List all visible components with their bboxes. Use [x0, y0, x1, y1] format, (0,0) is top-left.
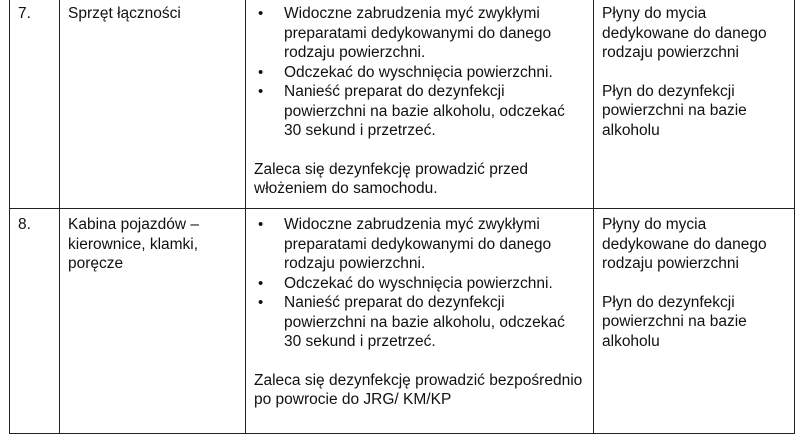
recommendation-note: Zaleca się dezynfekcję prowadzić bezpośrednio po powrocie do JRG/ KM/KP [254, 371, 583, 408]
list-item: • Odczekać do wyschnięcia powierzchni. [284, 63, 585, 83]
row-number: 8. [10, 209, 60, 434]
recommendation-note: Zaleca się dezynfekcję prowadzić przed włożeniem do samochodu. [254, 160, 528, 197]
table-row [10, 209, 795, 434]
list-item: • Nanieść preparat do dezynfekcji powierzchni na bazie alkoholu, odczekać 30 sekund i przetrzeć. [284, 293, 585, 352]
cleaning-agent: Płyny do mycia dedykowane do danego rodzaju powierzchni [602, 5, 767, 61]
procedure-cell [246, 209, 594, 434]
list-item: • Odczekać do wyschnięcia powierzchni. [284, 274, 585, 294]
disinfection-agent: Płyn do dezynfekcji powierzchni na bazie alkoholu [602, 293, 747, 350]
table-row [10, 0, 795, 209]
steps-list [254, 4, 585, 141]
list-item: • Nanieść preparat do dezynfekcji powierzchni na bazie alkoholu, odczekać 30 sekund i przetrzeć. [284, 82, 585, 141]
list-item: • Widoczne zabrudzenia myć zwykłymi preparatami dedykowanymi do danego rodzaju powierzchni. [284, 4, 585, 63]
row-number: 7. [10, 0, 60, 209]
disinfection-table [9, 0, 795, 434]
agents-cell [594, 209, 795, 434]
list-item: • Widoczne zabrudzenia myć zwykłymi preparatami dedykowanymi do danego rodzaju powierzchni. [284, 215, 585, 274]
object-name: Sprzęt łączności [60, 0, 246, 209]
cleaning-agent: Płyny do mycia dedykowane do danego rodzaju powierzchni [602, 216, 767, 272]
steps-list [254, 215, 585, 352]
agents-cell [594, 0, 795, 209]
procedure-cell [246, 0, 594, 209]
disinfection-agent: Płyn do dezynfekcji powierzchni na bazie alkoholu [602, 82, 747, 139]
object-name: Kabina pojazdów – kierownice, klamki, poręcze [60, 209, 246, 434]
